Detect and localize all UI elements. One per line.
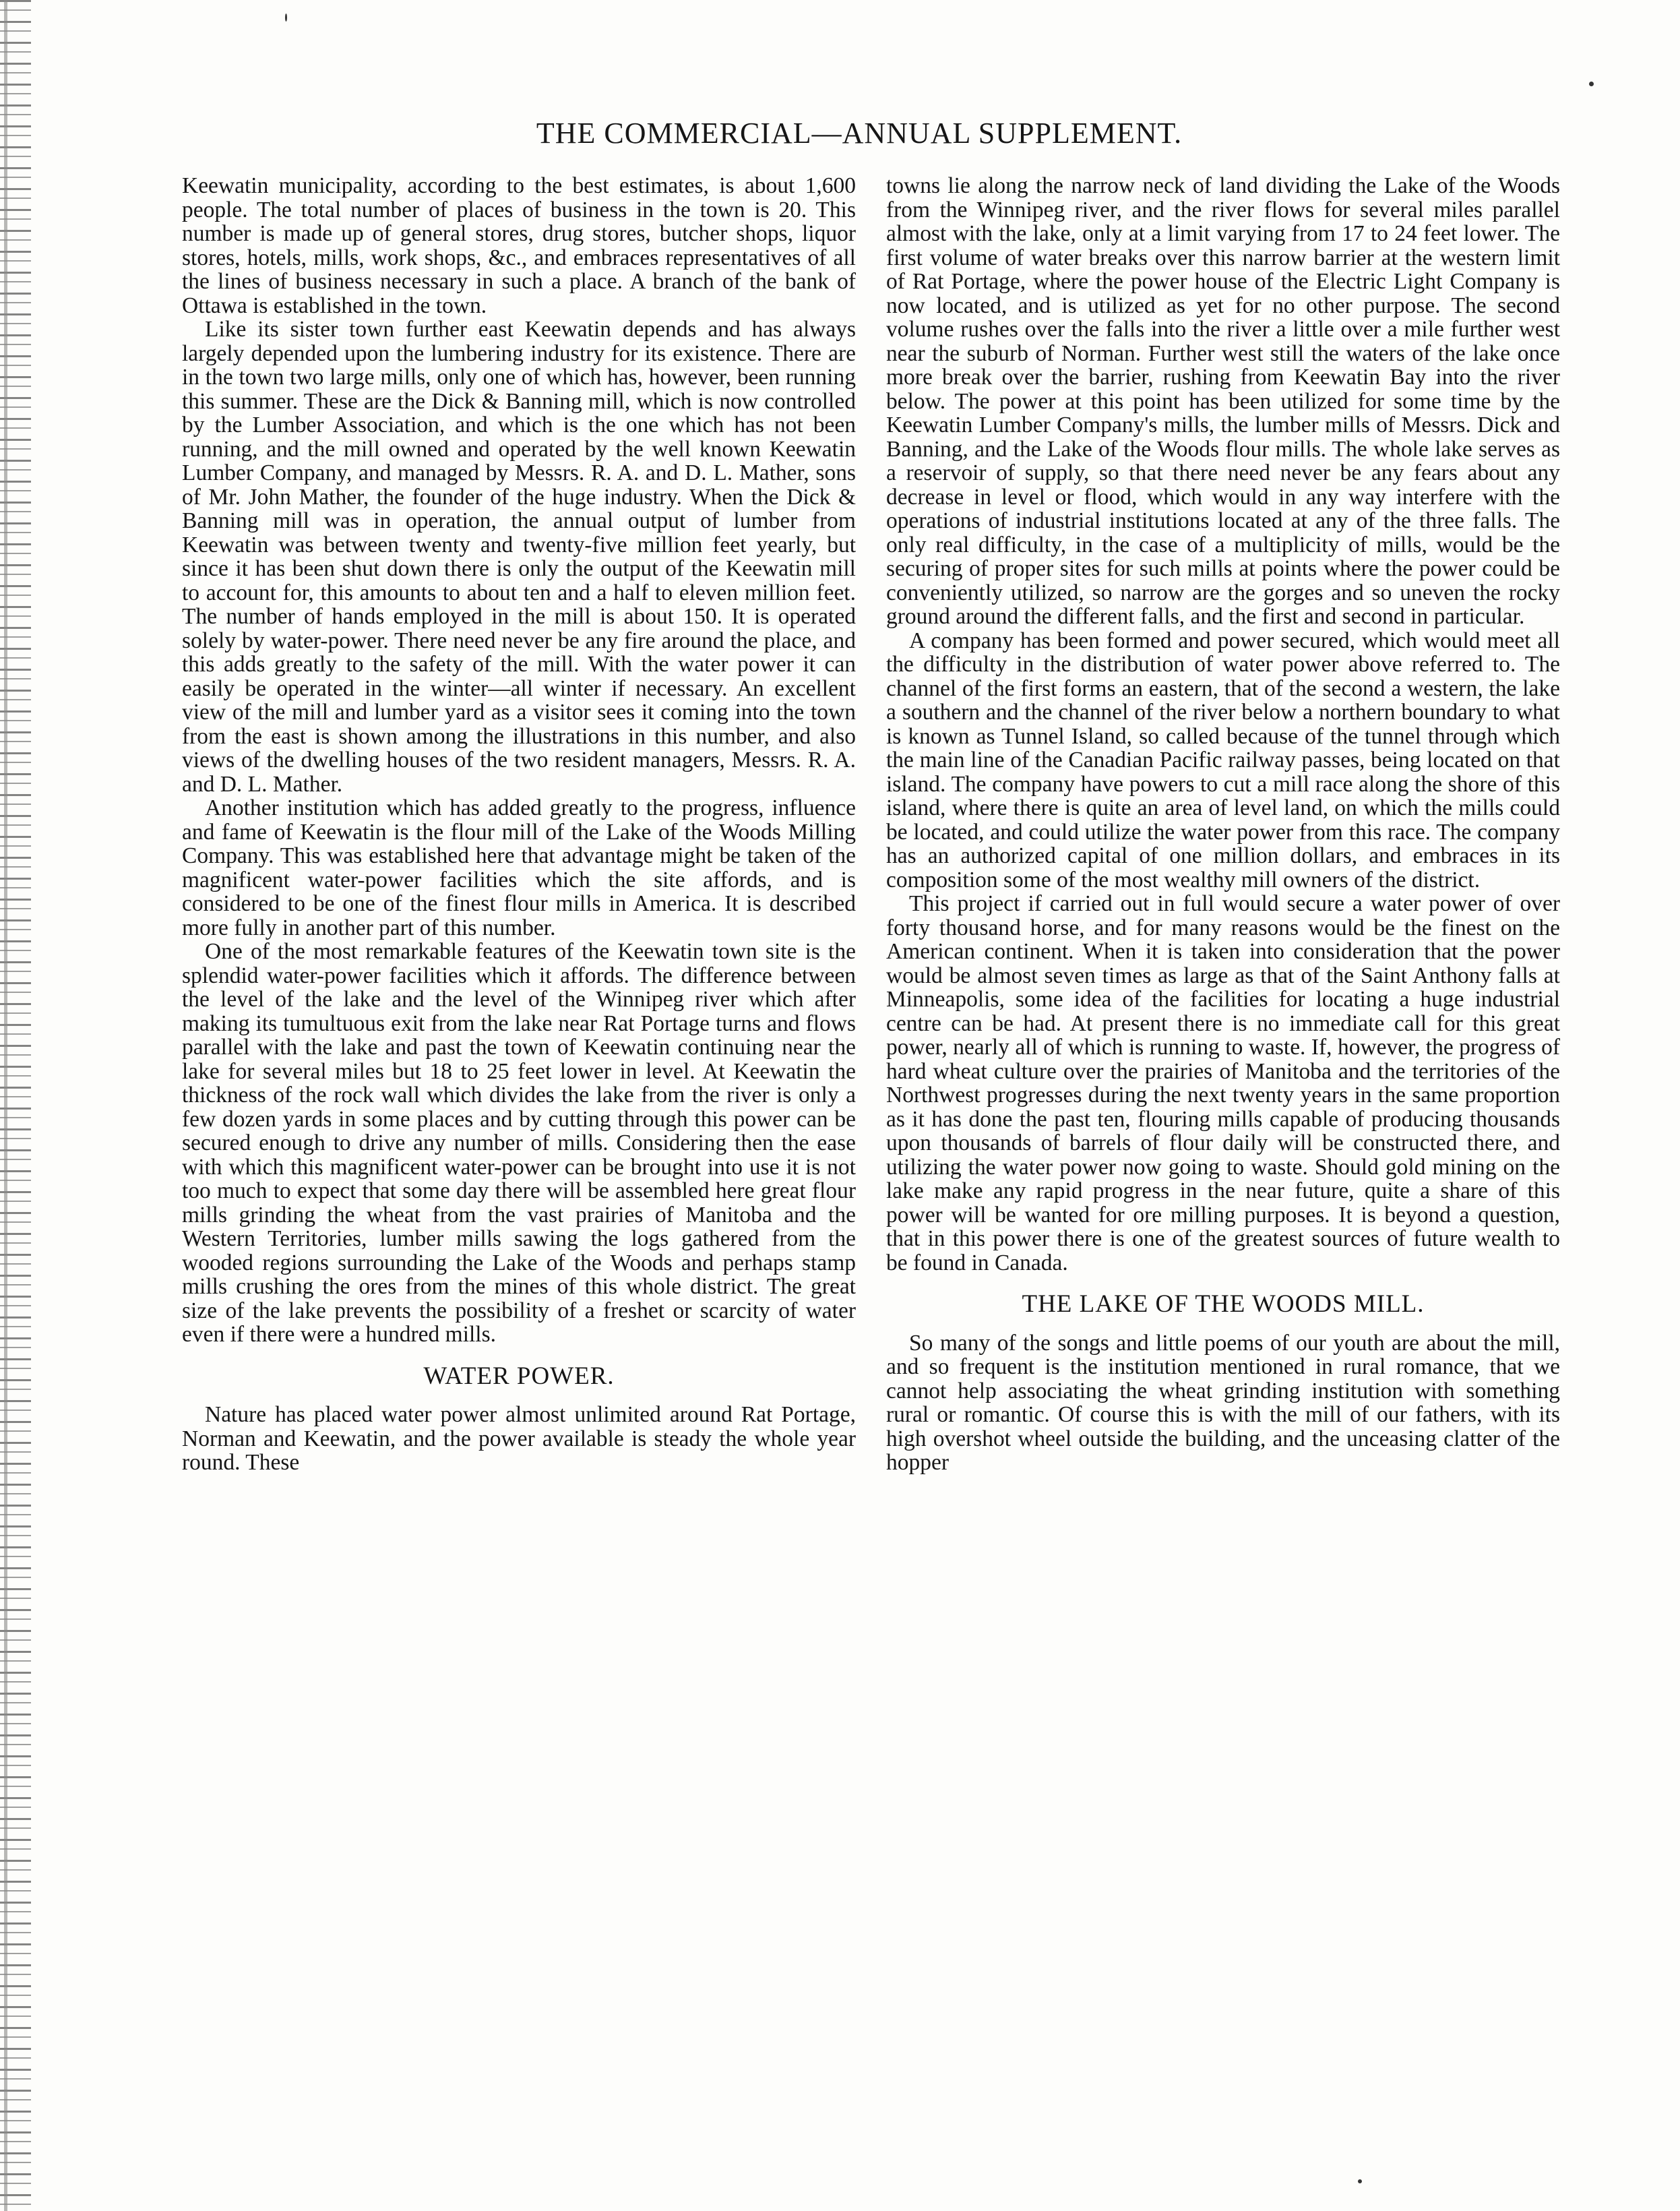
paragraph: Keewatin municipality, according to the best estimates, is about 1,600 people. The total number of places of business in the town is 20. This number is made up of general stores, drug stores, butcher shops, liquor stores, hotels, mills, work shops, &c., and embraces representatives of all the lines of business necessary in such a place. A branch of the bank of Ottawa is established in the town.: [182, 173, 856, 318]
paragraph: Like its sister town further east Keewatin depends and has always largely depended upon the lumbering industry for its existence. There are in the town two large mills, only one of which has, however, been running this summer. These are the Dick & Banning mill, which is now controlled by the Lumber Association, and which is the one which has not been running, and the mill owned and operated by the well known Keewatin Lumber Company, and managed by Messrs. R. A. and D. L. Mather, sons of Mr. John Mather, the founder of the huge industry. When the Dick & Banning mill was in operation, the annual output of lumber from Keewatin was between twenty and twenty-five million feet yearly, but since it has been shut down there is only the output of the Keewatin mill to account for, this amounts to about ten and a half to eleven million feet. The number of hands employed in the mill is about 150. It is operated solely by water-power. There need never be any fire around the place, and this adds greatly to the safety of the mill. With the water power it can easily be operated in the winter—all winter if necessary. An excellent view of the mill and lumber yard as a visitor sees it coming into the town from the east is shown among the illustrations in this number, and also views of the dwelling houses of the two resident managers, Messrs. R. A. and D. L. Mather.: [182, 317, 856, 797]
ink-speck: [285, 13, 287, 22]
page-binding-edge: [0, 0, 31, 2211]
paragraph: Another institution which has added greatly to the progress, influence and fame of Keewatin is the flour mill of the Lake of the Woods Milling Company. This was established here that advantage might be taken of the magnificent water-power facilities which the site affords, and is considered to be one of the finest flour mills in America. It is described more fully in another part of this number.: [182, 795, 856, 940]
right-column: [886, 174, 1560, 1475]
paragraph: towns lie along the narrow neck of land dividing the Lake of the Woods from the Winnipeg river, and the river flows for several miles parallel almost with the lake, only at a limit varying from 17 to 24 feet lower. The first volume of water breaks over this narrow barrier at the western limit of Rat Portage, where the power house of the Electric Light Company is now located, and is utilized as yet for no other purpose. The second volume rushes over the falls into the river a little over a mile further west near the suburb of Norman. Further west still the waters of the lake once more break over the barrier, rushing from Keewatin Bay into the river below. The power at this point has been utilized for some time by the Keewatin Lumber Company's mills, the lumber mills of Messrs. Dick and Banning, and the Lake of the Woods flour mills. The whole lake serves as a reservoir of supply, so that there need never be any fears about any decrease in level or flood, which would in any way interfere with the operations of industrial institutions located at any of the three falls. The only real difficulty, in the case of a multiplicity of mills, would be the securing of proper sites for such mills at points where the power could be conveniently utilized, so narrow are the gorges and so uneven the rocky ground around the different falls, and the first and second in particular.: [886, 173, 1560, 629]
paragraph: A company has been formed and power secured, which would meet all the difficulty in the distribution of water power above referred to. The channel of the first forms an eastern, that of the second a western, the lake a southern and the channel of the river below a northern boundary to what is known as Tunnel Island, so called because of the tunnel through which the main line of the Canadian Pacific railway passes, being located on that island. The company have powers to cut a mill race along the shore of this island, where there is quite an area of level land, on which the mills could be located, and could utilize the water power from this race. The company has an authorized capital of one million dollars, and embraces in its composition some of the most wealthy mill owners of the district.: [886, 628, 1560, 892]
ink-speck: [1589, 82, 1594, 86]
section-heading-lake-of-the-woods-mill: THE LAKE OF THE WOODS MILL.: [1022, 1290, 1425, 1318]
paragraph: This project if carried out in full would secure a water power of over forty thousand horse, and for many reasons would be the finest on the American continent. When it is taken into consideration that the power would be almost seven times as large as that of the Saint Anthony falls at Minneapolis, some idea of the facilities for locating a huge industrial centre can be had. At present there is no immediate call for this great power, nearly all of which is running to waste. If, however, the progress of hard wheat culture over the prairies of Manitoba and the territories of the Northwest progresses during the next twenty years in the same proportion as it has done the past ten, flouring mills capable of producing thousands upon thousands of barrels of flour daily will be constructed there, and utilizing the water power now going to waste. Should gold mining on the lake make any rapid progress in the near future, quite a share of this power will be wanted for ore milling purposes. It is beyond a question, that in this power there is one of the greatest sources of future wealth to be found in Canada.: [886, 891, 1560, 1275]
ink-speck: [1358, 2179, 1362, 2183]
section-heading-water-power: WATER POWER.: [423, 1362, 615, 1390]
running-head: THE COMMERCIAL—ANNUAL SUPPLEMENT.: [536, 117, 1183, 150]
left-column: [182, 174, 856, 1475]
paragraph: So many of the songs and little poems of our youth are about the mill, and so frequent is the institution mentioned in rural romance, that we cannot help associating the wheat grinding institution with something rural or romantic. Of course this is with the mill of our fathers, with its high overshot wheel outside the building, and the unceasing clatter of the hopper: [886, 1330, 1560, 1475]
paragraph: One of the most remarkable features of the Keewatin town site is the splendid water-power facilities which it affords. The difference between the level of the lake and the level of the Winnipeg river which after making its tumultuous exit from the lake near Rat Portage turns and flows parallel with the lake and past the town of Keewatin continuing near the lake for several miles but 18 to 25 feet lower in level. At Keewatin the thickness of the rock wall which divides the lake from the river is only a few dozen yards in some places and by cutting through this power can be secured enough to drive any number of mills. Considering then the ease with which this magnificent water-power can be brought into use it is not too much to expect that some day there will be assembled here great flour mills grinding the wheat from the vast prairies of Manitoba and the Western Territories, lumber mills sawing the logs gathered from the wooded regions surrounding the Lake of the Woods and perhaps stamp mills crushing the ores from the mines of this whole district. The great size of the lake prevents the possibility of a freshet or scarcity of water even if there were a hundred mills.: [182, 939, 856, 1347]
paragraph: Nature has placed water power almost unlimited around Rat Portage, Norman and Keewatin, and the power available is steady the whole year round. These: [182, 1402, 856, 1475]
